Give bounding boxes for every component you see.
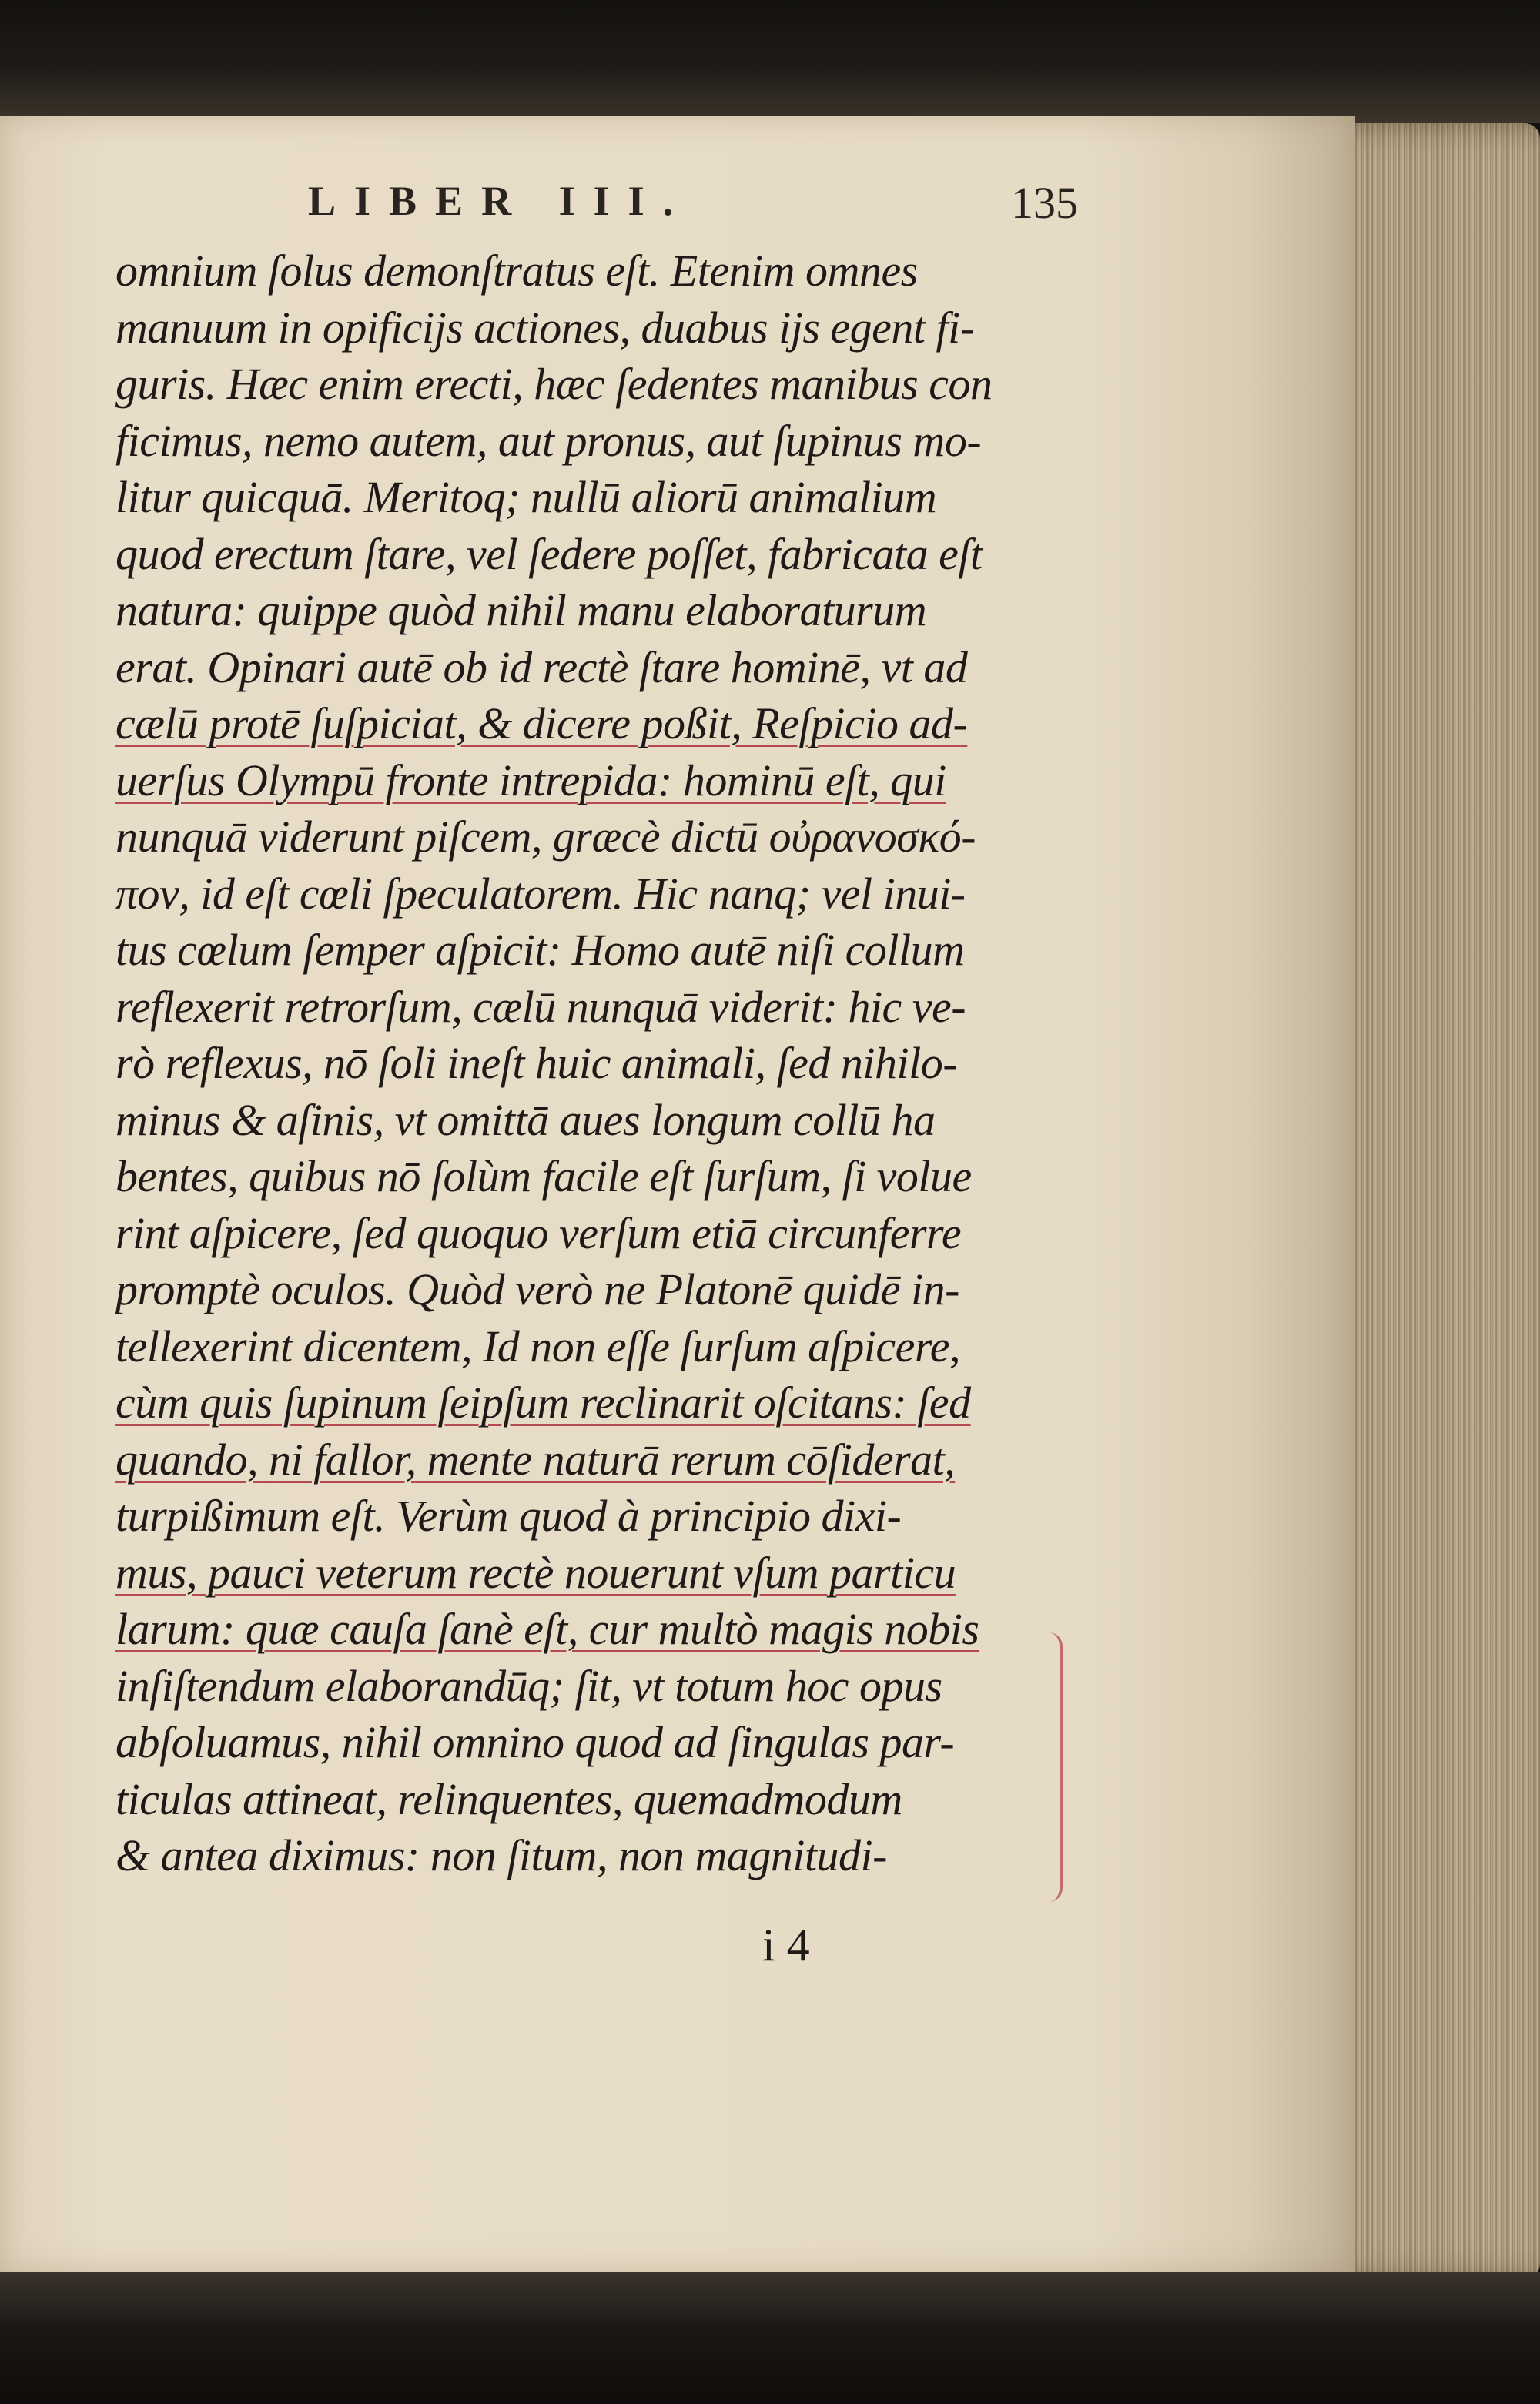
text-line: cùm quis ſupinum ſeipſum reclinarit oſcitans: ſed bbox=[116, 1378, 971, 1428]
text-line: rò reflexus, nō ſoli ineſt huic animali, ſed nihilo- bbox=[116, 1038, 958, 1088]
text-line: reflexerit retrorſum, cælū nunquā viderit: hic ve- bbox=[116, 981, 966, 1032]
running-head: LIBER III. bbox=[308, 178, 692, 224]
text-line: quando, ni fallor, mente naturā rerum cōſiderat, bbox=[116, 1434, 956, 1485]
text-line: minus & aſinis, vt omittā aues longum collū ha bbox=[116, 1094, 936, 1145]
text-line: nunquā viderunt piſcem, græcè dictū οὐρανοσκό- bbox=[116, 812, 976, 862]
text-line: abſoluamus, nihil omnino quod ad ſingulas par- bbox=[116, 1717, 955, 1767]
text-line: promptè oculos. Quòd verò ne Platonē quidē in- bbox=[116, 1264, 959, 1314]
text-line: mus, pauci veterum rectè nouerunt vſum particu bbox=[116, 1547, 956, 1598]
text-line: bentes, quibus nō ſolùm facile eſt ſurſum, ſi volue bbox=[116, 1151, 972, 1201]
text-line: litur quicquā. Meritoq; nullū aliorū animalium bbox=[116, 472, 937, 522]
background-bottom bbox=[0, 2272, 1540, 2404]
text-line: erat. Opinari autē ob id rectè ſtare hominē, vt ad bbox=[116, 641, 968, 692]
text-line: quod erectum ſtare, vel ſedere poſſet, fabricata eſt bbox=[116, 528, 983, 579]
page-header bbox=[223, 177, 1078, 231]
text-block bbox=[116, 243, 1063, 1884]
text-line: rint aſpicere, ſed quoquo verſum etiā circunferre bbox=[116, 1207, 962, 1258]
text-line: natura: quippe quòd nihil manu elaboraturum bbox=[116, 585, 927, 635]
text-line: ficimus, nemo autem, aut pronus, aut ſupinus mo- bbox=[116, 415, 982, 466]
text-line: uerſus Olympū fronte intrepida: hominū eſt, qui bbox=[116, 755, 946, 805]
text-line: & antea diximus: non ſitum, non magnitudi- bbox=[116, 1830, 887, 1880]
text-line: turpißimum eſt. Verùm quod à principio dixi- bbox=[116, 1491, 902, 1541]
page-number: 135 bbox=[1011, 178, 1078, 228]
text-line: tus cœlum ſemper aſpicit: Homo autē niſi collum bbox=[116, 925, 965, 975]
text-line: ticulas attineat, relinquentes, quemadmodum bbox=[116, 1773, 902, 1824]
signature-mark: i 4 bbox=[762, 1920, 810, 1970]
background-top bbox=[0, 0, 1540, 123]
text-line: manuum in opificijs actiones, duabus ijs egent fi- bbox=[116, 302, 975, 353]
text-line: tellexerint dicentem, Id non eſſe ſurſum aſpicere, bbox=[116, 1321, 961, 1371]
text-line: larum: quæ cauſa ſanè eſt, cur multò magis nobis bbox=[116, 1604, 979, 1654]
text-line: inſiſtendum elaborandūq; ſit, vt totum hoc opus bbox=[116, 1660, 942, 1711]
text-line: cælū protē ſuſpiciat, & dicere poßit, Reſpicio ad- bbox=[116, 698, 968, 748]
text-line: guris. Hæc enim erecti, hæc ſedentes manibus con bbox=[116, 359, 993, 409]
text-line: πον, id eſt cœli ſpeculatorem. Hic nanq; vel inui- bbox=[116, 868, 966, 919]
text-line: omnium ſolus demonſtratus eſt. Etenim omnes bbox=[116, 246, 918, 296]
marginal-bracket bbox=[1049, 1632, 1063, 1902]
